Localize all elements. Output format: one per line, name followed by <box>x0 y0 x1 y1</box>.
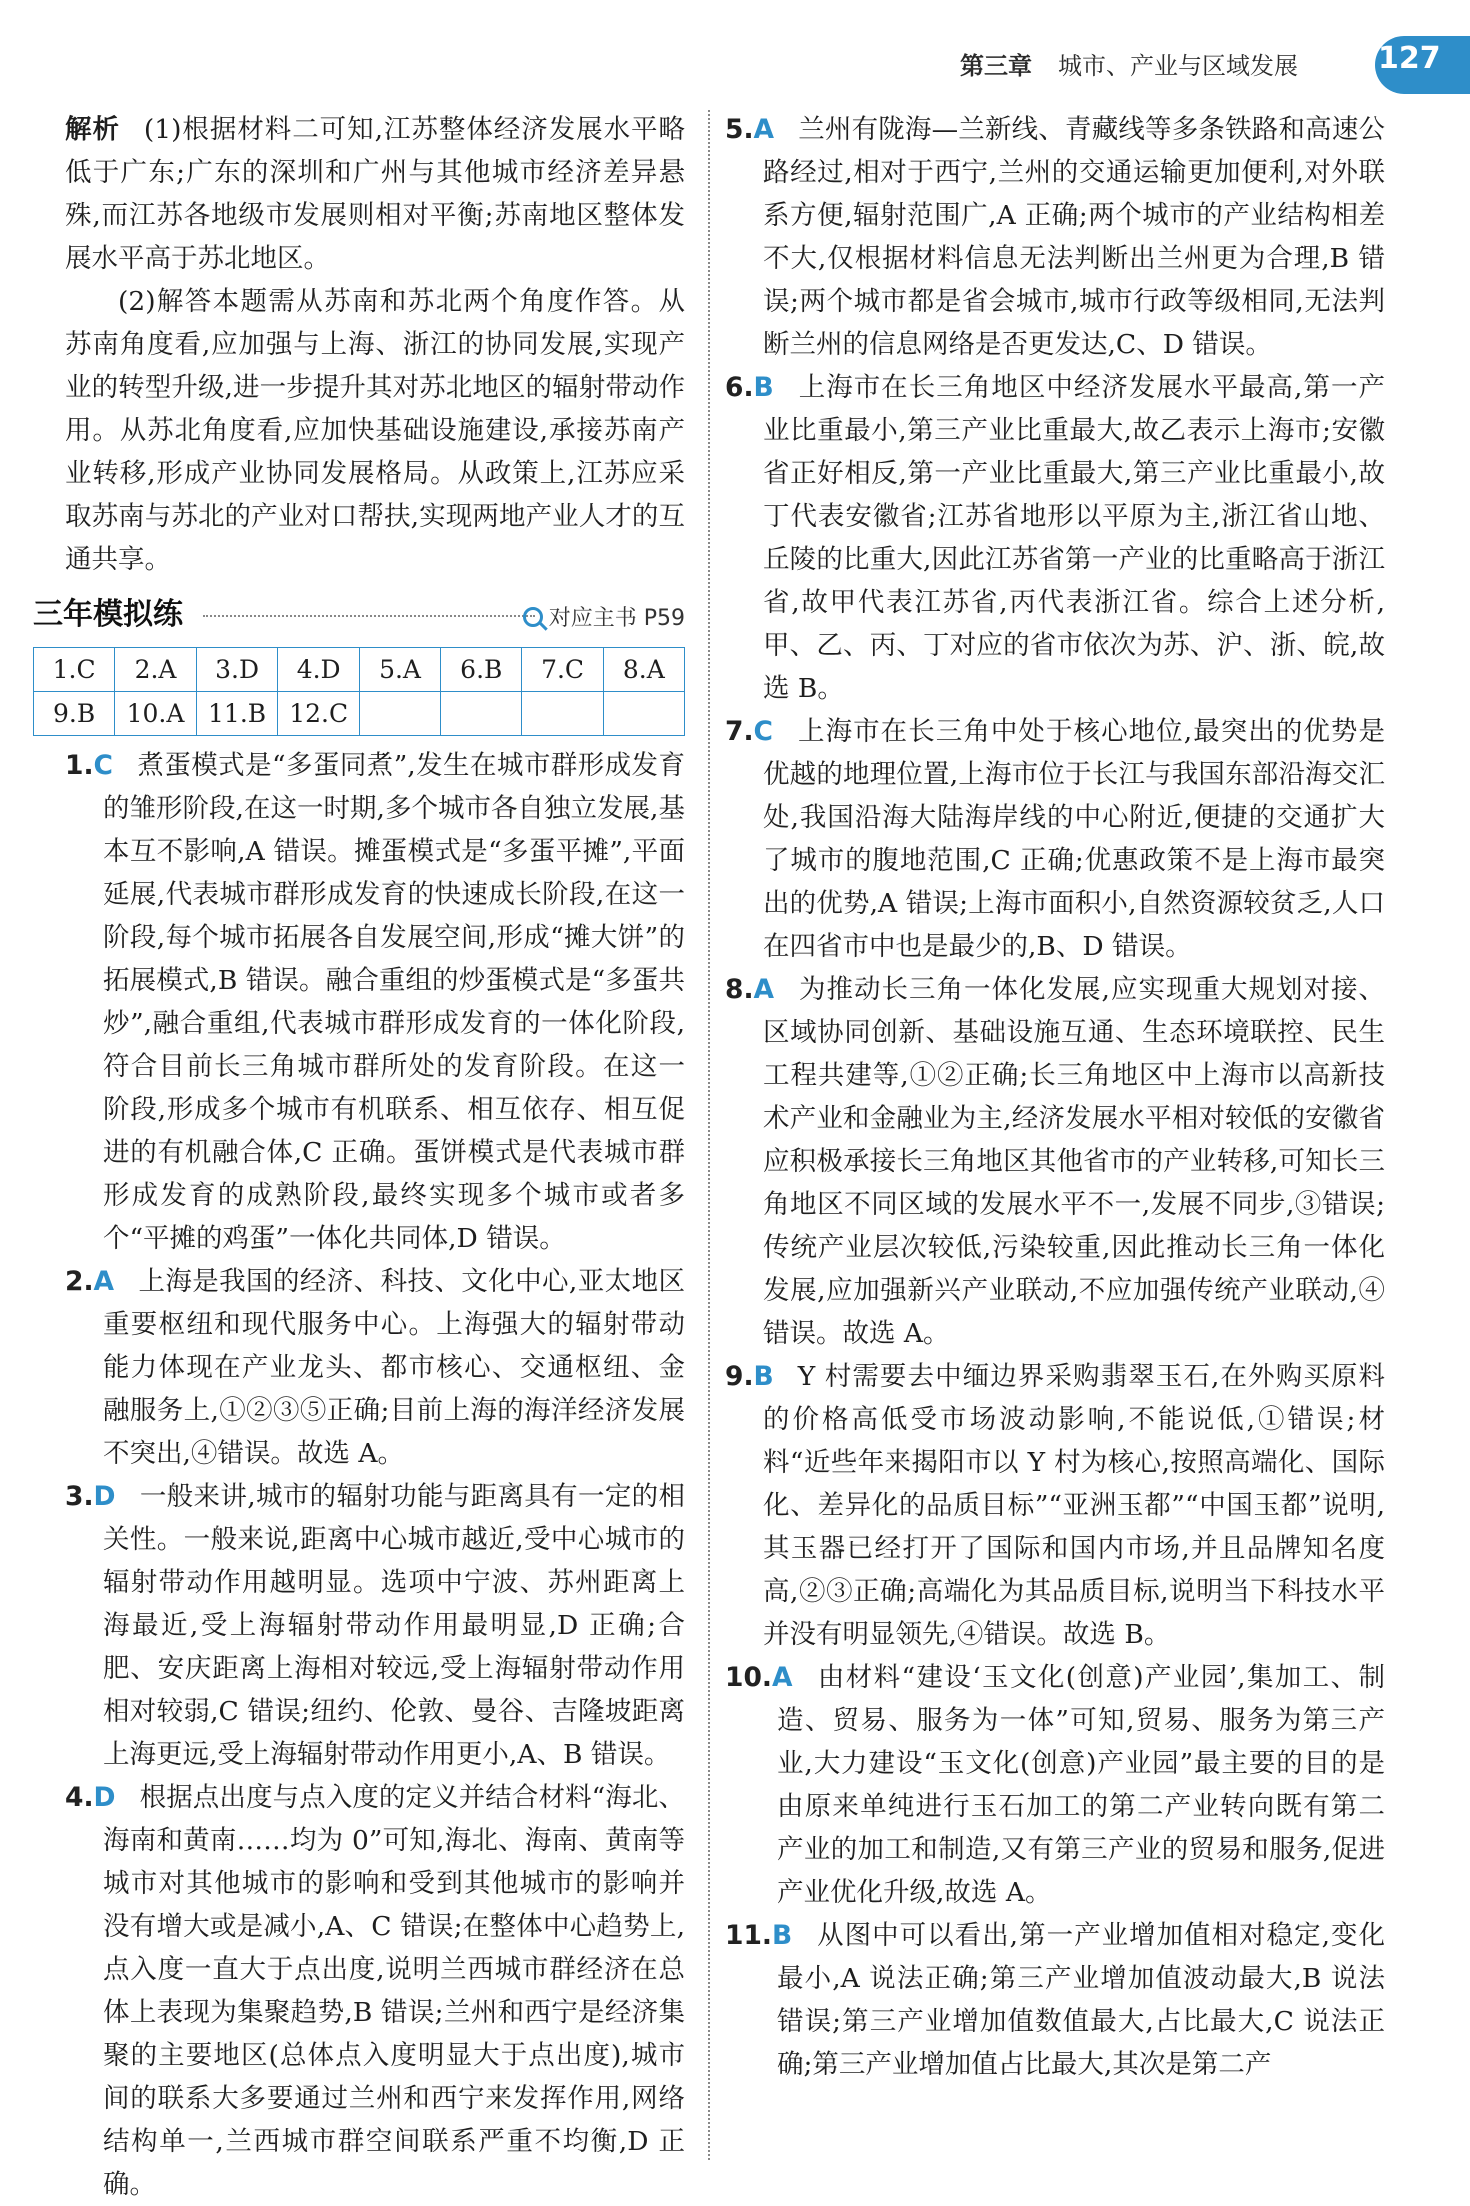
item-text: 由材料“建设‘玉文化(创意)产业园’,集加工、制造、贸易、服务为一体”可知,贸易、服务为第三产业,大力建设“玉文化(创意)产业园”最主要的目的是由原来单纯进行玉石加工的第二产业转向既有第二产业的加工和制造,又有第三产业的贸易和服务,促进产业优化升级,故选 A。 <box>777 1662 1385 1908</box>
analysis-label: 解析 <box>65 114 120 145</box>
page-number: 127 <box>1378 41 1441 76</box>
answer-cell <box>441 692 522 736</box>
chapter-label: 第三章 <box>960 52 1032 80</box>
right-column <box>725 108 1385 2086</box>
answer-item-2 <box>65 1260 685 1475</box>
section-reference <box>523 597 685 640</box>
item-text: 为推动长三角一体化发展,应实现重大规划对接、区域协同创新、基础设施互通、生态环境联控、民生工程共建等,①②正确;长三角地区中上海市以高新技术产业和金融业为主,经济发展水平相对较低的安徽省应积极承接长三角地区其他省市的产业转移,可知长三角地区不同区域的发展水平不一,发展不同步,③错误;传统产业层次较低,污染较重,因此推动长三角一体化发展,应加强新兴产业联动,不应加强传统产业联动,④错误。故选 A。 <box>763 974 1385 1349</box>
answer-item-10 <box>725 1656 1385 1914</box>
answer-cell: 1.C <box>34 648 115 692</box>
page-header <box>0 0 1470 80</box>
answer-cell: 4.D <box>278 648 360 692</box>
item-number: 2. <box>65 1266 94 1297</box>
answer-cell: 6.B <box>441 648 522 692</box>
answer-cell: 3.D <box>196 648 278 692</box>
item-text: 一般来讲,城市的辐射功能与距离具有一定的相关性。一般来说,距离中心城市越近,受中心城市的辐射带动作用越明显。选项中宁波、苏州距离上海最近,受上海辐射带动作用最明显,D 正确;合肥、安庆距离上海相对较远,受上海辐射带动作用相对较弱,C 错误;纽约、伦敦、曼谷、吉隆坡距离上海更远,受上海辐射带动作用更小,A、B 错误。 <box>103 1481 685 1770</box>
answer-item-4 <box>65 1776 685 2206</box>
answer-cell: 7.C <box>522 648 603 692</box>
analysis-paragraph-2: (2)解答本题需从苏南和苏北两个角度作答。从苏南角度看,应加强与上海、浙江的协同发展,实现产业的转型升级,进一步提升其对苏北地区的辐射带动作用。从苏北角度看,应加快基础设施建设,承接苏南产业转移,形成产业协同发展格局。从政策上,江苏应采取苏南与苏北的产业对口帮扶,实现两地产业人才的互通共享。 <box>65 286 685 575</box>
answer-row-2 <box>34 692 685 736</box>
item-text: 根据点出度与点入度的定义并结合材料“海北、海南和黄南……均为 0”可知,海北、海南、黄南等城市对其他城市的影响和受到其他城市的影响并没有增大或是减小,A、C 错误;在整体中心趋势上,点入度一直大于点出度,说明兰西城市群经济在总体上表现为集聚趋势,B 错误;兰州和西宁是经济集聚的主要地区(总体点入度明显大于点出度),城市间的联系大多要通过兰州和西宁来发挥作用,网络结构单一,兰西城市群空间联系严重不均衡,D 正确。 <box>103 1782 685 2200</box>
left-column <box>33 108 686 2206</box>
item-key: A <box>771 1662 793 1693</box>
item-text: 煮蛋模式是“多蛋同煮”,发生在城市群形成发育的雏形阶段,在这一时期,多个城市各自独立发展,基本互不影响,A 错误。摊蛋模式是“多蛋平摊”,平面延展,代表城市群形成发育的快速成长阶段,在这一阶段,每个城市拓展各自发展空间,形成“摊大饼”的拓展模式,B 错误。融合重组的炒蛋模式是“多蛋共炒”,融合重组,代表城市群形成发育的一体化阶段,符合目前长三角城市群所处的发育阶段。在这一阶段,形成多个城市有机联系、相互依存、相互促进的有机融合体,C 正确。蛋饼模式是代表城市群形成发育的成熟阶段,最终实现多个城市或者多个“平摊的鸡蛋”一体化共同体,D 错误。 <box>103 750 685 1254</box>
section-ref-text: 对应主书 P59 <box>548 606 685 631</box>
item-number: 5. <box>725 114 754 145</box>
item-key: C <box>93 750 113 781</box>
running-header <box>960 46 1298 81</box>
item-key: A <box>753 114 775 145</box>
search-icon <box>523 607 543 627</box>
item-number: 11. <box>725 1920 772 1951</box>
answer-item-7 <box>725 710 1385 968</box>
analysis-paragraph-1 <box>65 108 685 280</box>
answer-item-5 <box>725 108 1385 366</box>
answer-cell: 9.B <box>34 692 115 736</box>
item-text: 兰州有陇海—兰新线、青藏线等多条铁路和高速公路经过,相对于西宁,兰州的交通运输更加便利,对外联系方便,辐射范围广,A 正确;两个城市的产业结构相差不大,仅根据材料信息无法判断出兰州更为合理,B 错误;两个城市都是省会城市,城市行政等级相同,无法判断兰州的信息网络是否更发达,C、D 错误。 <box>763 114 1385 360</box>
answer-cell: 10.A <box>115 692 197 736</box>
item-key: B <box>771 1920 793 1951</box>
answer-item-1 <box>65 744 685 1260</box>
item-text: 上海市在长三角地区中经济发展水平最高,第一产业比重最小,第三产业比重最大,故乙表示上海市;安徽省正好相反,第一产业比重最大,第三产业比重最小,故丁代表安徽省;江苏省地形以平原为主,浙江省山地、丘陵的比重大,因此江苏省第一产业的比重略高于浙江省,故甲代表江苏省,丙代表浙江省。综合上述分析,甲、乙、丙、丁对应的省市依次为苏、沪、浙、皖,故选 B。 <box>763 372 1385 704</box>
answer-cell <box>603 692 684 736</box>
item-key: A <box>93 1266 115 1297</box>
item-key: D <box>93 1782 116 1813</box>
item-text: 上海是我国的经济、科技、文化中心,亚太地区重要枢纽和现代服务中心。上海强大的辐射带动能力体现在产业龙头、都市核心、交通枢纽、金融服务上,①②③⑤正确;目前上海的海洋经济发展不突出,④错误。故选 A。 <box>103 1266 685 1469</box>
item-number: 10. <box>725 1662 772 1693</box>
answer-cell: 11.B <box>196 692 278 736</box>
answer-key-table <box>33 647 685 736</box>
item-text: Y 村需要去中缅边界采购翡翠玉石,在外购买原料的价格高低受市场波动影响,不能说低,①错误;材料“近些年来揭阳市以 Y 村为核心,按照高端化、国际化、差异化的品质目标”“亚洲玉都”“中国玉都”说明,其玉器已经打开了国际和国内市场,并且品牌知名度高,②③正确;高端化为其品质目标,说明当下科技水平并没有明显领先,④错误。故选 B。 <box>763 1361 1385 1650</box>
analysis-text-1: (1)根据材料二可知,江苏整体经济发展水平略低于广东;广东的深圳和广州与其他城市经济差异悬殊,而江苏各地级市发展则相对平衡;苏南地区整体发展水平高于苏北地区。 <box>65 114 686 274</box>
answer-item-8 <box>725 968 1385 1355</box>
answer-cell: 5.A <box>359 648 440 692</box>
item-key: A <box>753 974 775 1005</box>
answer-cell: 2.A <box>115 648 197 692</box>
item-key: D <box>93 1481 116 1512</box>
chapter-title: 城市、产业与区域发展 <box>1058 52 1298 80</box>
item-number: 4. <box>65 1782 94 1813</box>
item-text: 从图中可以看出,第一产业增加值相对稳定,变化最小,A 说法正确;第三产业增加值波动最大,B 说法错误;第三产业增加值数值最大,占比最大,C 说法正确;第三产业增加值占比最大,其次是第二产 <box>777 1920 1385 2080</box>
answer-cell <box>522 692 603 736</box>
answer-cell: 8.A <box>603 648 684 692</box>
item-text: 上海市在长三角中处于核心地位,最突出的优势是优越的地理位置,上海市位于长江与我国东部沿海交汇处,我国沿海大陆海岸线的中心附近,便捷的交通扩大了城市的腹地范围,C 正确;优惠政策不是上海市最突出的优势,A 错误;上海市面积小,自然资源较贫乏,人口在四省市中也是最少的,B、D 错误。 <box>763 716 1385 962</box>
answer-row-1 <box>34 648 685 692</box>
item-number: 6. <box>725 372 754 403</box>
answer-item-6 <box>725 366 1385 710</box>
item-number: 1. <box>65 750 94 781</box>
section-dotted-rule <box>203 615 535 617</box>
item-number: 9. <box>725 1361 754 1392</box>
item-key: B <box>753 1361 774 1392</box>
column-divider <box>708 110 710 2160</box>
answer-item-11 <box>725 1914 1385 2086</box>
section-header <box>33 591 685 641</box>
item-number: 3. <box>65 1481 94 1512</box>
item-key: C <box>753 716 773 747</box>
answer-item-3 <box>65 1475 685 1776</box>
answer-cell <box>359 692 440 736</box>
item-number: 8. <box>725 974 754 1005</box>
answer-cell: 12.C <box>278 692 360 736</box>
item-number: 7. <box>725 716 754 747</box>
section-title: 三年模拟练 <box>33 597 183 632</box>
answer-item-9 <box>725 1355 1385 1656</box>
item-key: B <box>753 372 774 403</box>
